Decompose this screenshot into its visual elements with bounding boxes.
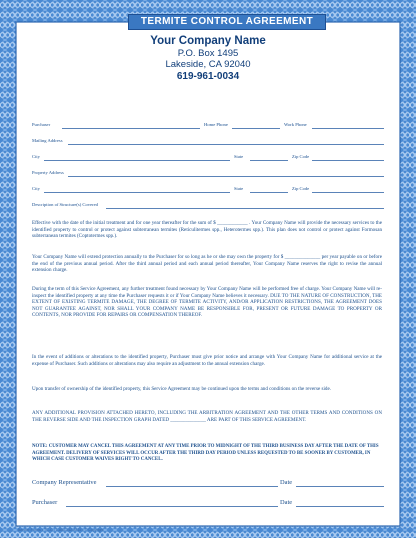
company-rep-label: Company Representative	[32, 479, 97, 486]
date-field[interactable]	[296, 486, 384, 487]
mailing-address-label: Mailing Address	[32, 138, 63, 143]
city-label: City	[32, 154, 40, 159]
paragraph-service: During the term of this Service Agreement, any further treatment found necessary by Your Company Name will be performed free of charge. Your Company Name will re-inspect the identified property at any time the Purchaser requests it or if Your Company Name believes it necessary. DUE TO THE NATURE OF CONSTRUCTION, THE EXTENT OF EXISTING TERMITE DAMAGE, THE DEGREE OF TERMITE ACTIVITY, AND/OR APPLICATION RESTRICTIONS, THE AGREEMENT DOES NOT GUARANTEE AGAINST, NOR SHALL YOUR COMPANY NAME BE RESPONSIBLE FOR, PRESENT OR FUTURE DAMAGE TO PROPERTY OR CONTENTS, NOR PROVIDE FOR REPAIRS OR COMPENSATION THEREOF.	[32, 286, 382, 319]
work-phone-field[interactable]	[312, 128, 384, 129]
zip-code-label-2: Zip Code	[292, 186, 310, 191]
zip-code-label: Zip Code	[292, 154, 310, 159]
property-address-field[interactable]	[68, 176, 384, 177]
date-label-2: Date	[280, 499, 293, 506]
purchaser-signature-label: Purchaser	[32, 499, 58, 506]
property-address-label: Property Address	[32, 170, 64, 175]
company-name: Your Company Name	[150, 35, 266, 47]
zip-code-field-2[interactable]	[312, 192, 384, 193]
paragraph-alterations: In the event of additions or alterations to the identified property, Purchaser must give prior notice and arrange with Your Company Name for additional service at the expense of Purchaser. Such additions or alterations may also require an adjustment to the annual extension charge.	[32, 354, 382, 367]
purchaser-signature-field[interactable]	[66, 506, 278, 507]
date-label: Date	[280, 479, 293, 486]
city-label-2: City	[32, 186, 40, 191]
purchaser-label: Purchaser	[32, 122, 51, 127]
city-field-2[interactable]	[44, 192, 230, 193]
state-field[interactable]	[250, 160, 288, 161]
company-address1: P.O. Box 1495	[177, 48, 239, 59]
company-address2: Lakeside, CA 92040	[165, 59, 251, 70]
form-body	[18, 16, 398, 524]
paragraph-term: Effective with the date of the initial treatment and for one year thereafter for the sum of $ ____________ . Your Company Name will provide the necessary services to the identified property to control or protect against subterranean termites (Reticulitermes spp., Heterotermes spp.). This plan does not control or protect against Formosan subterranean termites (Coptotermes spp.).	[32, 220, 382, 240]
company-phone: 619-961-0034	[176, 71, 240, 82]
state-label: State	[234, 154, 244, 159]
cancellation-note: NOTE: CUSTOMER MAY CANCEL THIS AGREEMENT AT ANY TIME PRIOR TO MIDNIGHT OF THE THIRD BUSINESS DAY AFTER THE DATE OF THIS AGREEMENT. DELIVERY OF SERVICES WILL OCCUR AFTER THE THIRD DAY PERIOD UNLESS REQUESTED TO BE SOONER BY CUSTOMER, IN WHICH CASE CUSTOMER WAIVES RIGHT TO CANCEL.	[32, 444, 379, 463]
paragraph-provisions: ANY ADDITIONAL PROVISION ATTACHED HERETO, INCLUDING THE ARBITRATION AGREEMENT AND THE OTHER TERMS AND CONDITIONS ON THE REVERSE SIDE AND THE INSPECTION GRAPH DATED ______________ ARE PART OF THIS SERVICE AGREEMENT.	[32, 410, 382, 423]
paragraph-transfer: Upon transfer of ownership of the identified property, this Service Agreement may be continued upon the terms and conditions on the reverse side.	[32, 386, 331, 392]
description-field[interactable]	[106, 208, 384, 209]
form-title: TERMITE CONTROL AGREEMENT	[128, 14, 326, 30]
date-field-2[interactable]	[296, 506, 384, 507]
work-phone-label: Work Phone	[284, 122, 307, 127]
company-header	[18, 34, 398, 83]
mailing-address-field[interactable]	[68, 144, 384, 145]
home-phone-label: Home Phone	[204, 122, 228, 127]
description-label: Description of Structure(s) Covered	[32, 202, 98, 207]
form-footer: Bender Forms • TC-C • 1-800-242-8415 • © Copyright	[18, 528, 104, 532]
home-phone-field[interactable]	[232, 128, 280, 129]
zip-code-field[interactable]	[312, 160, 384, 161]
state-field-2[interactable]	[250, 192, 288, 193]
state-label-2: State	[234, 186, 244, 191]
company-rep-signature-field[interactable]	[106, 486, 278, 487]
paragraph-extension: Your Company Name will extend protection annually to the Purchaser for so long as he or she may own the property for $ ______________ per year payable on or before the end of the previous annual period. After the third annual period and each annual period thereafter, Your Company Name reserves the right to revise the annual extension charge.	[32, 254, 382, 274]
purchaser-field[interactable]	[62, 128, 200, 129]
city-field[interactable]	[44, 160, 230, 161]
